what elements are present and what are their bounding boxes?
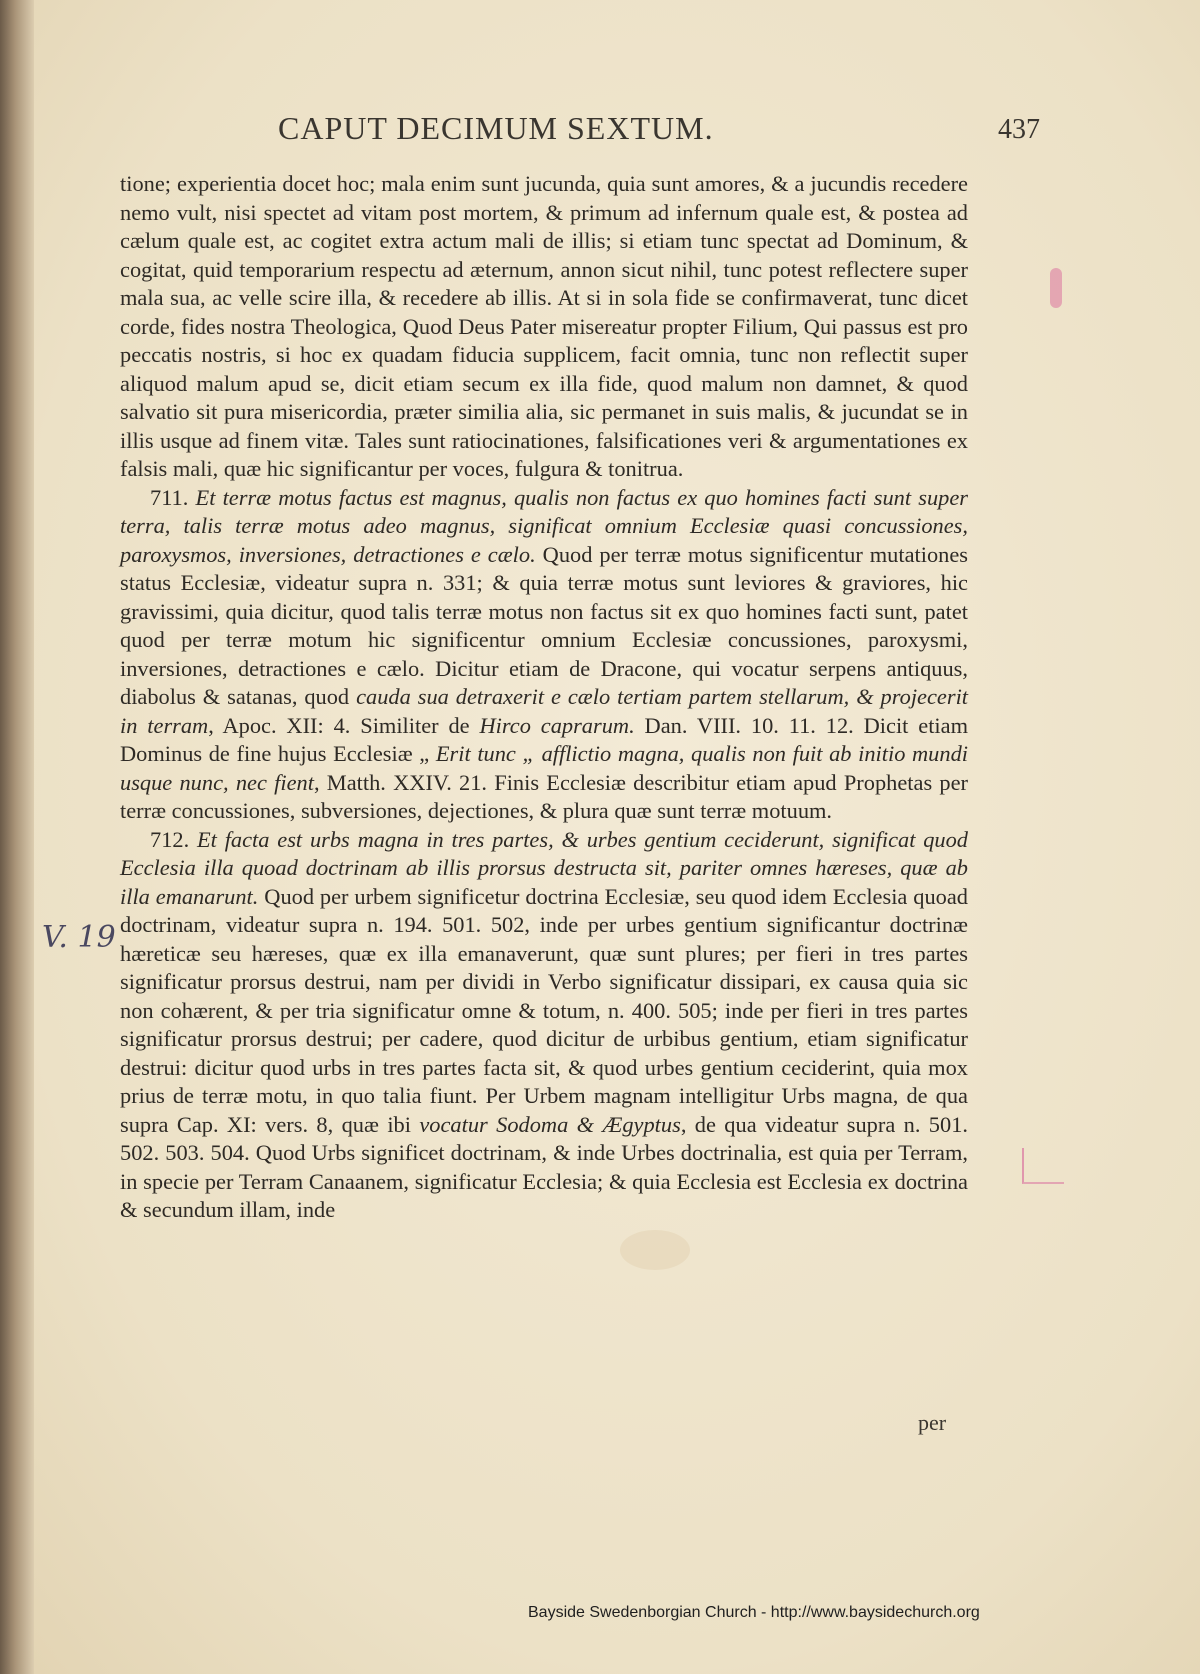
text-run: , Matth. XXIV. 21. Finis Ecclesiæ describitur etiam apud Prophetas per terræ concussiones, subversiones, dejectiones, & plura quæ sunt terræ motuum. bbox=[120, 769, 968, 823]
page-number: 437 bbox=[998, 114, 1040, 145]
text-run: , de qua videatur supra n. 501. 502. 503. 504. Quod Urbs significet doctrinam, & inde Urbes doctrinalia, est quia per Terram, in specie per Terram Canaanem, significatur Ecclesia; & quia Ecclesia est Ecclesia ex doctrina & secundum illam, inde bbox=[120, 1111, 968, 1222]
text-run: , Apoc. XII: 4. Similiter de bbox=[208, 712, 480, 738]
red-ink-mark bbox=[1022, 1148, 1064, 1184]
paragraph-711 bbox=[120, 484, 968, 826]
italic-run: Erit tunc „ afflictio magna, qualis non fuit ab initio mundi usque nunc, nec fient bbox=[120, 741, 968, 795]
text-run: 711. bbox=[150, 484, 196, 510]
italic-run: Hirco caprarum. bbox=[479, 712, 635, 738]
page-header bbox=[160, 110, 1040, 150]
paragraph-continuation bbox=[120, 170, 968, 484]
text-run: 712. bbox=[150, 826, 197, 852]
paper-stain bbox=[620, 1230, 690, 1270]
book-spine-shadow bbox=[0, 0, 34, 1674]
footer-credit: Bayside Swedenborgian Church - http://www.baysidechurch.org bbox=[528, 1604, 980, 1621]
italic-run: cauda sua detraxerit e cælo tertiam partem stellarum, & projecerit in terram bbox=[120, 684, 969, 738]
italic-run: Et terræ motus factus est magnus, qualis non factus ex quo homines facti sunt super terra, talis terræ motus adeo magnus, significat omnium Ecclesiæ quasi concussiones, paroxysmos, inversiones, detractiones e cælo. bbox=[120, 484, 968, 567]
italic-run: vocatur Sodoma & Ægyptus bbox=[419, 1111, 681, 1137]
text-run: Quod per urbem significetur doctrina Ecclesiæ, seu quod idem Ecclesia quoad doctrinam, videatur supra n. 194. 501. 502, inde per urbes gentium significantur doctrinæ hæreticæ seu hæreses, quæ ex illa emanaverunt, quæ sunt plures; per fieri in tres partes significatur prorsus destrui, nam per dividi in Verbo significatur dissipari, ex causa quia sic non cohærent, & per tria significatur omne & totum, n. 400. 505; inde per fieri in tres partes significatur prorsus destrui; per cadere, quod dicitur de urbibus gentium, etiam significatur destrui: dicitur quod urbs in tres partes facta sit, & quod urbes gentium ceciderint, quia mox prius de terræ motu, in quo talia fiunt. Per Urbem magnam intelligitur Urbs magna, de qua supra Cap. XI: vers. 8, quæ ibi bbox=[120, 883, 968, 1137]
red-ink-mark bbox=[1050, 268, 1062, 308]
running-title: CAPUT DECIMUM SEXTUM. bbox=[278, 110, 714, 146]
paragraph-712 bbox=[120, 826, 968, 1225]
handwritten-margin-note: V. 19 bbox=[42, 920, 116, 955]
text-run: Dan. VIII. 10. 11. 12. Dicit etiam Dominus de fine hujus Ecclesiæ „ bbox=[120, 712, 968, 766]
catchword: per bbox=[918, 1410, 947, 1435]
body-text bbox=[120, 170, 968, 1225]
italic-run: Et facta est urbs magna in tres partes, & urbes gentium ceciderunt, significat quod Ecclesia illa quoad doctrinam ab illis prorsus destructa sit, pariter omnes hæreses, quæ ab illa emanarunt. bbox=[120, 826, 969, 909]
text-run: tione; experientia docet hoc; mala enim sunt jucunda, quia sunt amores, & a jucundis recedere nemo vult, nisi spectet ad vitam post mortem, & primum ad infernum quale est, & postea ad cælum quale est, ac cogitet extra actum mali de illis; si etiam tunc spectat ad Dominum, & cogitat, quid temporarium respectu ad æternum, annon sicut nihil, tunc potest reflectere super mala sua, ac velle scire illa, & recedere ab illis. At si in sola fide se confirmaverat, tunc dicet corde, fides nostra Theologica, Quod Deus Pater misereatur propter Filium, Qui passus est pro peccatis nostris, si hoc ex quadam fiducia supplicem, facit omnia, tunc non reflectit super aliquod malum apud se, dicit etiam secum ex illa fide, quod malum non damnet, & quod salvatio sit pura misericordia, præter similia alia, sic permanet in suis malis, & jucundat se in illis usque ad finem vitæ. Tales sunt ratiocinationes, falsificationes veri & argumentationes ex falsis mali, quæ hic significantur per voces, fulgura & tonitrua. bbox=[120, 171, 968, 481]
text-run: Quod per terræ motus significentur mutationes status Ecclesiæ, videatur supra n. 331; & quia terræ motus sunt leviores & graviores, hic gravissimi, quia dicitur, quod talis terræ motus non factus sit ex quo homines facti sunt, patet quod per terræ motum hic significentur omnium Ecclesiæ concussiones, paroxysmi, inversiones, detractiones e cælo. Dicitur etiam de Dracone, qui vocatur serpens antiquus, diabolus & satanas, quod bbox=[120, 541, 968, 709]
